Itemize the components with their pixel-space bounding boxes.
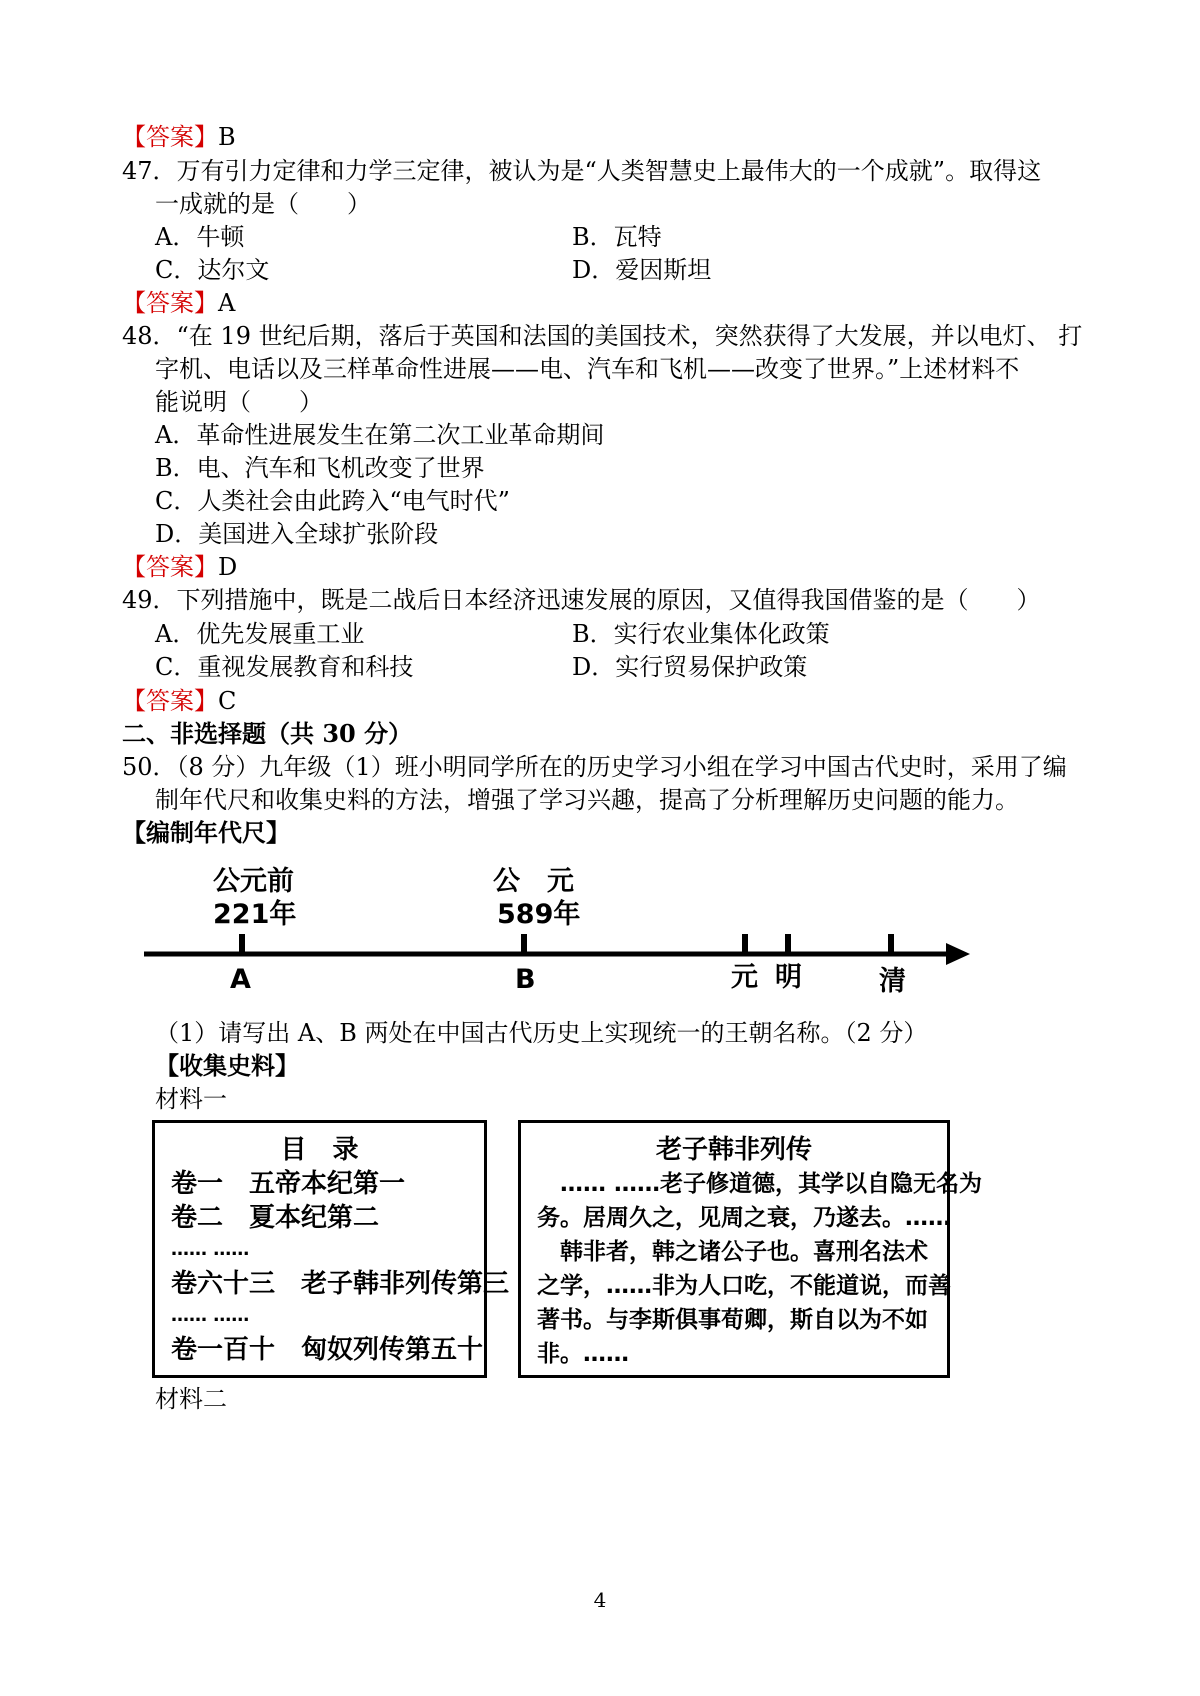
q47-stem-line2: 一成就的是（ ） — [155, 190, 371, 218]
timeline-axis — [0, 926, 1200, 1006]
timeline-label-a-year: 221年 — [213, 899, 297, 930]
q50-sub1: （1）请写出 A、B 两处在中国古代历史上实现统一的王朝名称。（2 分） — [155, 1019, 928, 1047]
q47-option-d: D．爱因斯坦 — [572, 256, 712, 284]
timeline-heading: 【编制年代尺】 — [122, 818, 290, 847]
toc-line: 卷一百十 匈奴列传第五十 — [171, 1335, 484, 1365]
excerpt-line: 韩非者，韩之诸公子也。喜刑名法术 — [537, 1239, 928, 1265]
q50-stem-line1: 50．（8 分）九年级（1）班小明同学所在的历史学习小组在学习中国古代史时，采用了编 — [122, 753, 1067, 781]
q47-stem-line1: 47．万有引力定律和力学三定律，被认为是“人类智慧史上最伟大的一个成就”。取得这 — [122, 157, 1042, 185]
timeline-mark-ming: 明 — [775, 962, 802, 993]
q49-option-a: A．优先发展重工业 — [155, 620, 365, 648]
timeline-mark-yuan: 元 — [731, 962, 758, 993]
material1-toc-box — [152, 1120, 510, 1378]
toc-title: 目 录 — [280, 1135, 359, 1165]
answer-mark: 【答案】 — [122, 687, 218, 715]
timeline-label-a-top: 公元前 — [213, 866, 294, 897]
excerpt-line: 务。居周久之，见周之衰，乃遂去。…… — [537, 1205, 951, 1231]
excerpt-line: 著书。与李斯俱事荀卿，斯自以为不如 — [537, 1307, 928, 1333]
toc-line: 卷六十三 老子韩非列传第三 — [171, 1269, 510, 1299]
q47-option-c: C．达尔文 — [155, 256, 270, 284]
excerpt-line: 之学，……非为人口吃，不能道说，而善 — [537, 1273, 951, 1299]
toc-line: …… …… — [171, 1305, 250, 1326]
q48-answer — [122, 552, 237, 582]
material2-label: 材料二 — [155, 1385, 227, 1413]
q46-answer — [122, 122, 236, 152]
tick-qing — [888, 934, 894, 954]
excerpt-line: …… ……老子修道德，其学以自隐无名为 — [537, 1171, 983, 1197]
q48-option-b: B．电、汽车和飞机改变了世界 — [155, 454, 485, 482]
timeline-label-b-year: 589年 — [497, 899, 581, 930]
answer-mark: 【答案】 — [122, 553, 218, 581]
excerpt-line: 非。…… — [537, 1341, 629, 1367]
tick-ming — [785, 934, 791, 954]
timeline-mark-b: B — [515, 964, 536, 995]
answer-value: C — [218, 687, 237, 715]
material1-excerpt-box — [518, 1120, 983, 1378]
q50-stem-line2: 制年代尺和收集史料的方法，增强了学习兴趣，提高了分析理解历史问题的能力。 — [155, 786, 1019, 814]
q48-stem-line1: 48．“在 19 世纪后期，落后于英国和法国的美国技术，突然获得了大发展，并以电灯、 打 — [122, 322, 1083, 350]
q49-stem-line1: 49．下列措施中，既是二战后日本经济迅速发展的原因，又值得我国借鉴的是（ ） — [122, 586, 1041, 614]
tick-yuan — [742, 934, 748, 954]
tick-b — [521, 934, 527, 954]
material-heading: 【收集史料】 — [155, 1051, 299, 1080]
q48-stem-line2: 字机、电话以及三样革命性进展——电、汽车和飞机——改变了世界。”上述材料不 — [155, 355, 1020, 383]
q48-stem-line3: 能说明（ ） — [155, 388, 323, 416]
answer-value: B — [218, 123, 236, 151]
q49-answer — [122, 686, 236, 716]
q47-option-a: A．牛顿 — [155, 223, 245, 251]
q48-option-a: A．革命性进展发生在第二次工业革命期间 — [155, 421, 605, 449]
toc-line: 卷一 五帝本纪第一 — [171, 1169, 406, 1199]
section-title: 二、非选择题（共 30 分） — [122, 719, 413, 748]
toc-line: …… …… — [171, 1239, 250, 1260]
q48-option-d: D．美国进入全球扩张阶段 — [155, 520, 439, 548]
q47-option-b: B．瓦特 — [572, 223, 662, 251]
page-number: 4 — [593, 1588, 607, 1612]
answer-value: D — [218, 553, 238, 581]
toc-line: 卷二 夏本纪第二 — [171, 1203, 380, 1233]
excerpt-title: 老子韩非列传 — [655, 1135, 812, 1165]
q48-option-c: C．人类社会由此跨入“电气时代” — [155, 487, 510, 515]
timeline-label-b-top: 公 元 — [493, 866, 574, 897]
answer-value: A — [218, 289, 236, 317]
answer-mark: 【答案】 — [122, 289, 218, 317]
timeline-mark-qing: 清 — [879, 966, 906, 997]
timeline-mark-a: A — [230, 964, 251, 995]
material1-label: 材料一 — [155, 1085, 227, 1113]
q49-option-b: B．实行农业集体化政策 — [572, 620, 830, 648]
q49-option-d: D．实行贸易保护政策 — [572, 653, 808, 681]
tick-a — [239, 934, 245, 954]
q49-option-c: C．重视发展教育和科技 — [155, 653, 414, 681]
q47-answer — [122, 288, 235, 318]
answer-mark: 【答案】 — [122, 123, 218, 151]
